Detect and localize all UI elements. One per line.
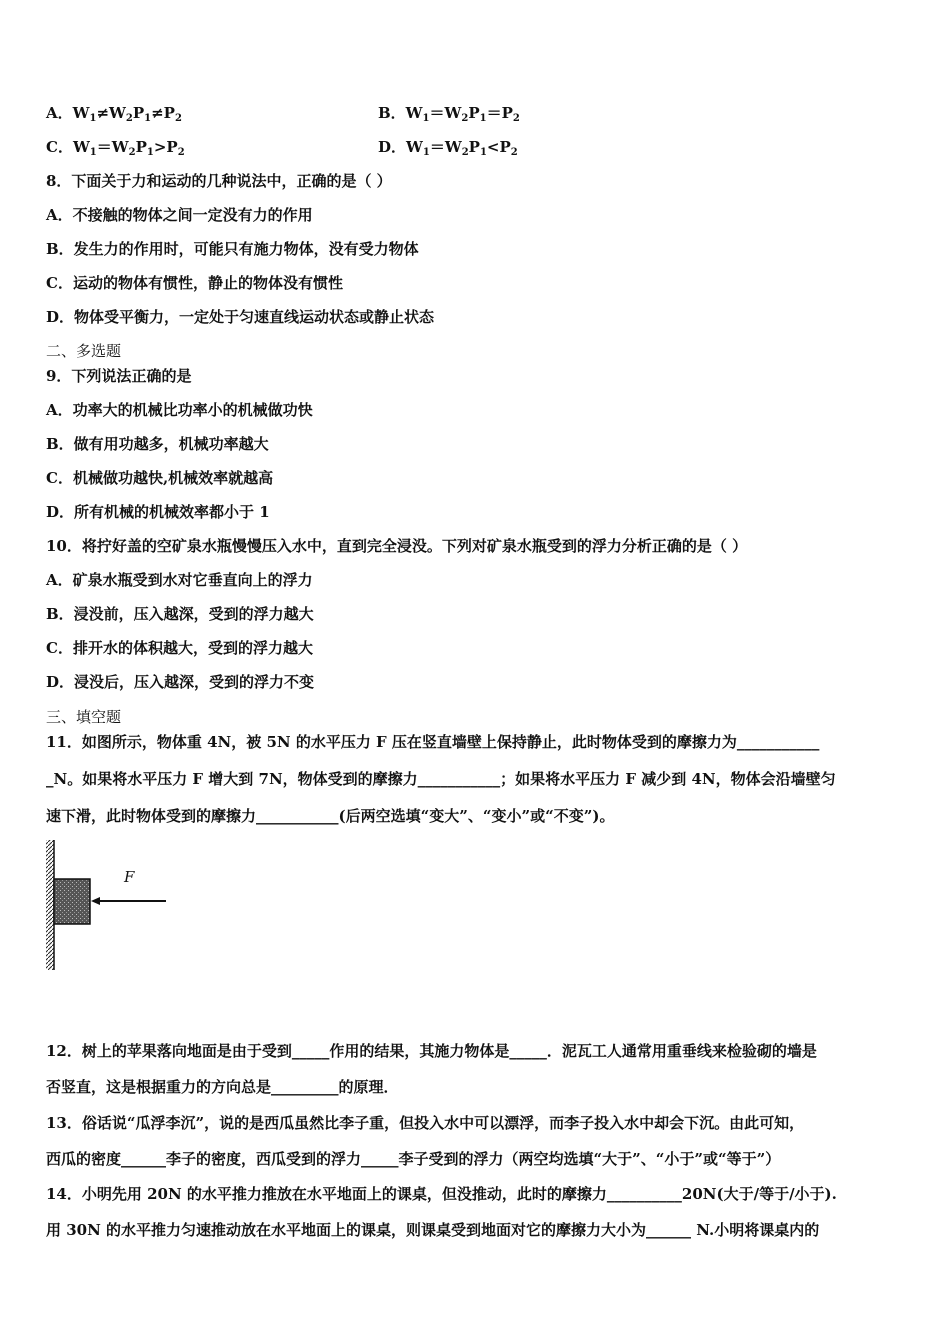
q10-option-b: B．浸没前，压入越深，受到的浮力越大 — [46, 605, 314, 623]
q8-option-b: B．发生力的作用时，可能只有施力物体，没有受力物体 — [46, 240, 419, 258]
q13-line-1: 13．俗话说“瓜浮李沉”，说的是西瓜虽然比李子重，但投入水中可以漂浮，而李子投入水中却会下沉。由此可知， — [46, 1114, 805, 1132]
q12-line-1: 12．树上的苹果落向地面是由于受到_____作用的结果，其施力物体是_____．泥瓦工人通常用重垂线来检验砌的墙是 — [46, 1042, 817, 1060]
q11-figure-wall-block-force — [40, 838, 180, 973]
q10-option-c: C．排开水的体积越大，受到的浮力越大 — [46, 639, 313, 657]
q12-line-2: 否竖直，这是根据重力的方向总是_________的原理． — [46, 1078, 399, 1096]
q7-option-c: C．$W_1=W_2P_1>P_2$ — [46, 138, 185, 158]
q9-option-b: B．做有用功越多，机械功率越大 — [46, 435, 269, 453]
wall-hatching — [46, 840, 54, 970]
q11-line-3: 速下滑，此时物体受到的摩擦力___________(后两空选填“变大”、“变小”或“不变”)。 — [46, 807, 615, 825]
force-arrow-head-icon — [91, 897, 100, 905]
q7-option-a: A．$W_1\ne W_2P_1\ne P_2$ — [46, 104, 182, 124]
q11-line-1: 11．如图所示，物体重 4N，被 5N 的水平压力 F 压在竖直墙壁上保持静止，此时物体受到的摩擦力为___________ — [46, 733, 820, 751]
force-label-f: F — [124, 868, 135, 886]
q8-option-a: A．不接触的物体之间一定没有力的作用 — [46, 206, 313, 224]
q9-option-a: A．功率大的机械比功率小的机械做功快 — [46, 401, 313, 419]
q14-line-1: 14．小明先用 20N 的水平推力推放在水平地面上的课桌，但没推动，此时的摩擦力__________20N(大于/等于/小于). — [46, 1185, 837, 1203]
q11-line-2: _N。如果将水平压力 F 增大到 7N，物体受到的摩擦力___________；如果将水平压力 F 减少到 4N，物体会沿墙壁匀 — [46, 770, 836, 788]
q8-stem: 8．下面关于力和运动的几种说法中，正确的是（ ） — [46, 172, 392, 190]
q7-option-d: D．$W_1=W_2P_1<P_2$ — [378, 138, 518, 158]
q9-stem: 9．下列说法正确的是 — [46, 367, 192, 385]
q14-line-2: 用 30N 的水平推力匀速推动放在水平地面上的课桌，则课桌受到地面对它的摩擦力大小为______ N.小明将课桌内的 — [46, 1221, 820, 1239]
q10-stem: 10．将拧好盖的空矿泉水瓶慢慢压入水中，直到完全浸没。下列对矿泉水瓶受到的浮力分析正确的是（ ） — [46, 537, 748, 555]
q10-option-d: D．浸没后，压入越深，受到的浮力不变 — [46, 673, 315, 691]
q13-line-2: 西瓜的密度______李子的密度，西瓜受到的浮力_____李子受到的浮力（两空均选填“大于”、“小于”或“等于”） — [46, 1150, 781, 1168]
section-heading-multi-choice: 二、多选题 — [46, 342, 122, 360]
q8-option-c: C．运动的物体有惯性，静止的物体没有惯性 — [46, 274, 343, 292]
q7-option-b: B．$W_1=W_2P_1=P_2$ — [378, 104, 520, 124]
q9-option-c: C．机械做功越快,机械效率就越高 — [46, 469, 274, 487]
q8-option-d: D．物体受平衡力，一定处于匀速直线运动状态或静止状态 — [46, 308, 435, 326]
block — [54, 879, 90, 924]
section-heading-fill-blank: 三、填空题 — [46, 708, 122, 726]
q9-option-d: D．所有机械的机械效率都小于 1 — [46, 503, 270, 521]
q10-option-a: A．矿泉水瓶受到水对它垂直向上的浮力 — [46, 571, 313, 589]
